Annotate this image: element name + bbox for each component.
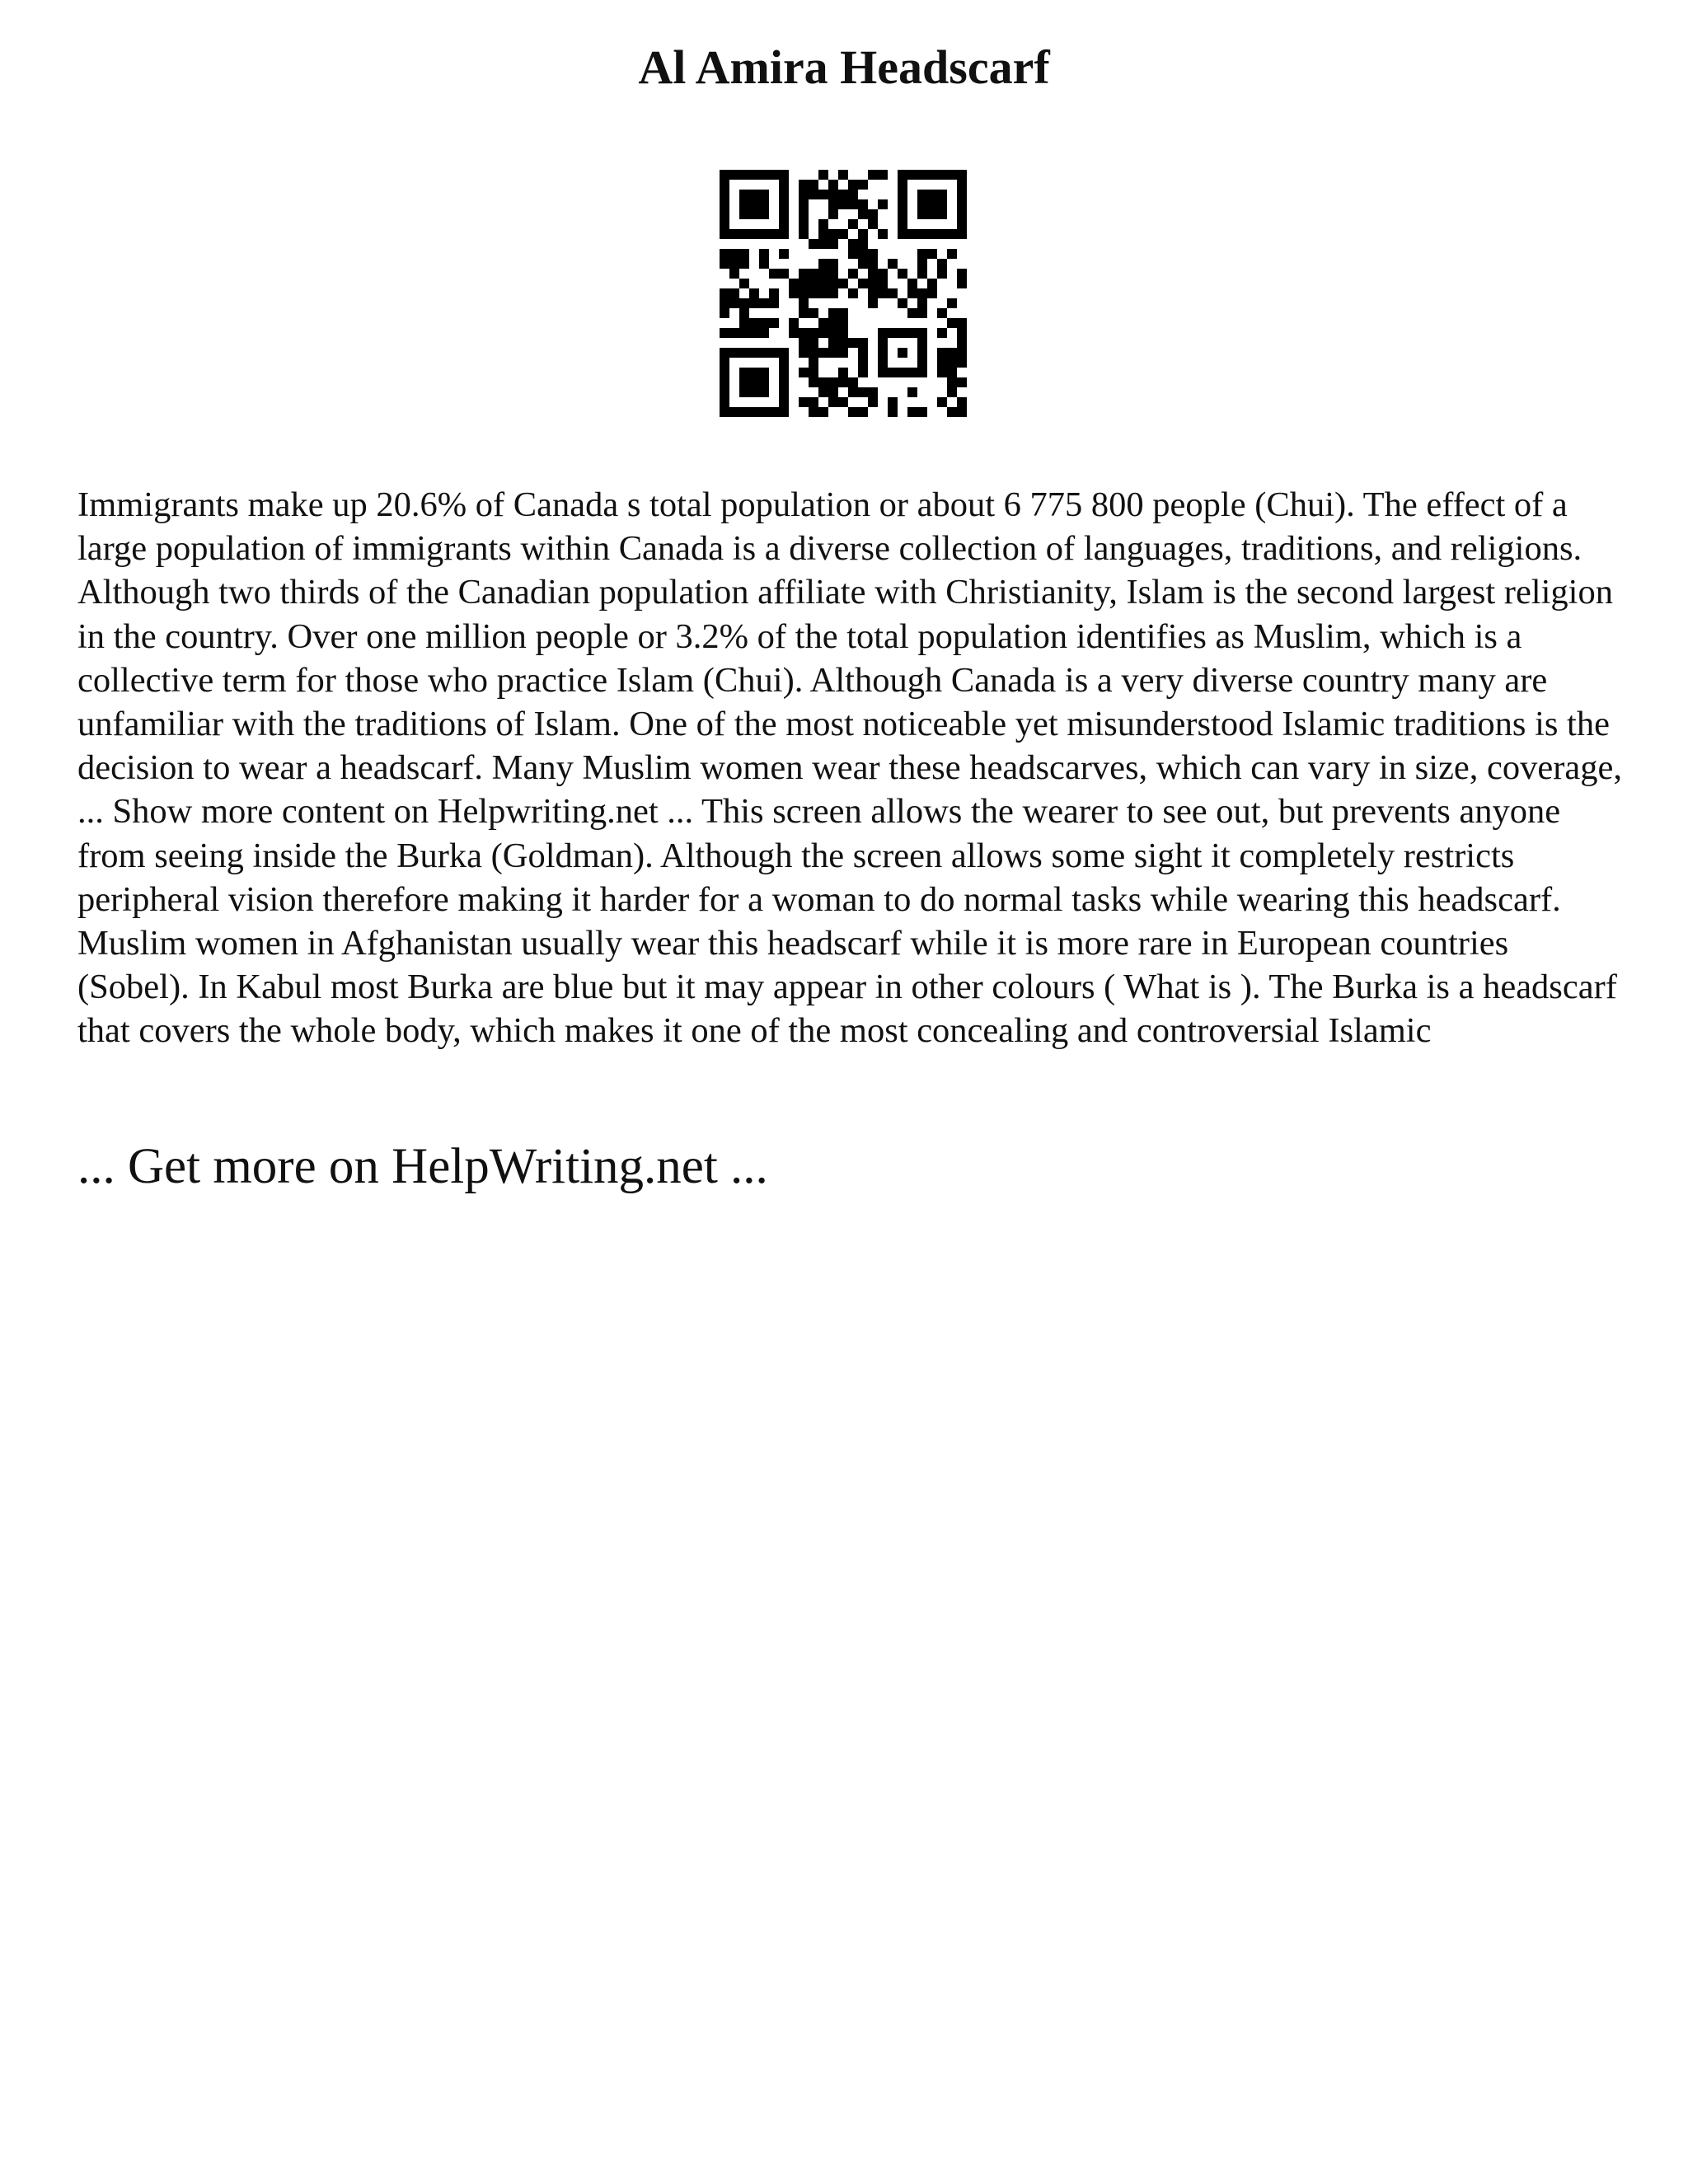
body-paragraph: Immigrants make up 20.6% of Canada s total population or about 6 775 800 people (Chui). The effect of a large population of immigrants within Canada is a diverse collection of languages, traditions, and religions. Although two thirds of the Canadian population affiliate with Christianity, Islam is the second largest religion in the country. Over one million people or 3.2% of the total population identifies as Muslim, which is a collective term for those who practice Islam (Chui). Although Canada is a very diverse country many are unfamiliar with the traditions of Islam. One of the most noticeable yet misunderstood Islamic traditions is the decision to wear a headscarf. Many Muslim women wear these headscarves, which can vary in size, coverage, ... Show more content on Helpwriting.net ... This screen allows the wearer to see out, but prevents anyone from seeing inside the Burka (Goldman). Although the screen allows some sight it completely restricts peripheral vision therefore making it harder for a woman to do normal tasks while wearing this headscarf. Muslim women in Afghanistan usually wear this headscarf while it is more rare in European countries (Sobel). In Kabul most Burka are blue but it may appear in other colours ( What is ). The Burka is a headscarf that covers the whole body, which makes it one of the most concealing and controversial Islamic — [77, 485, 1622, 1051]
qr-code-icon — [720, 170, 967, 417]
page-title: Al Amira Headscarf — [638, 40, 1050, 94]
get-more-link[interactable]: ... Get more on HelpWriting.net ... — [77, 1139, 768, 1194]
